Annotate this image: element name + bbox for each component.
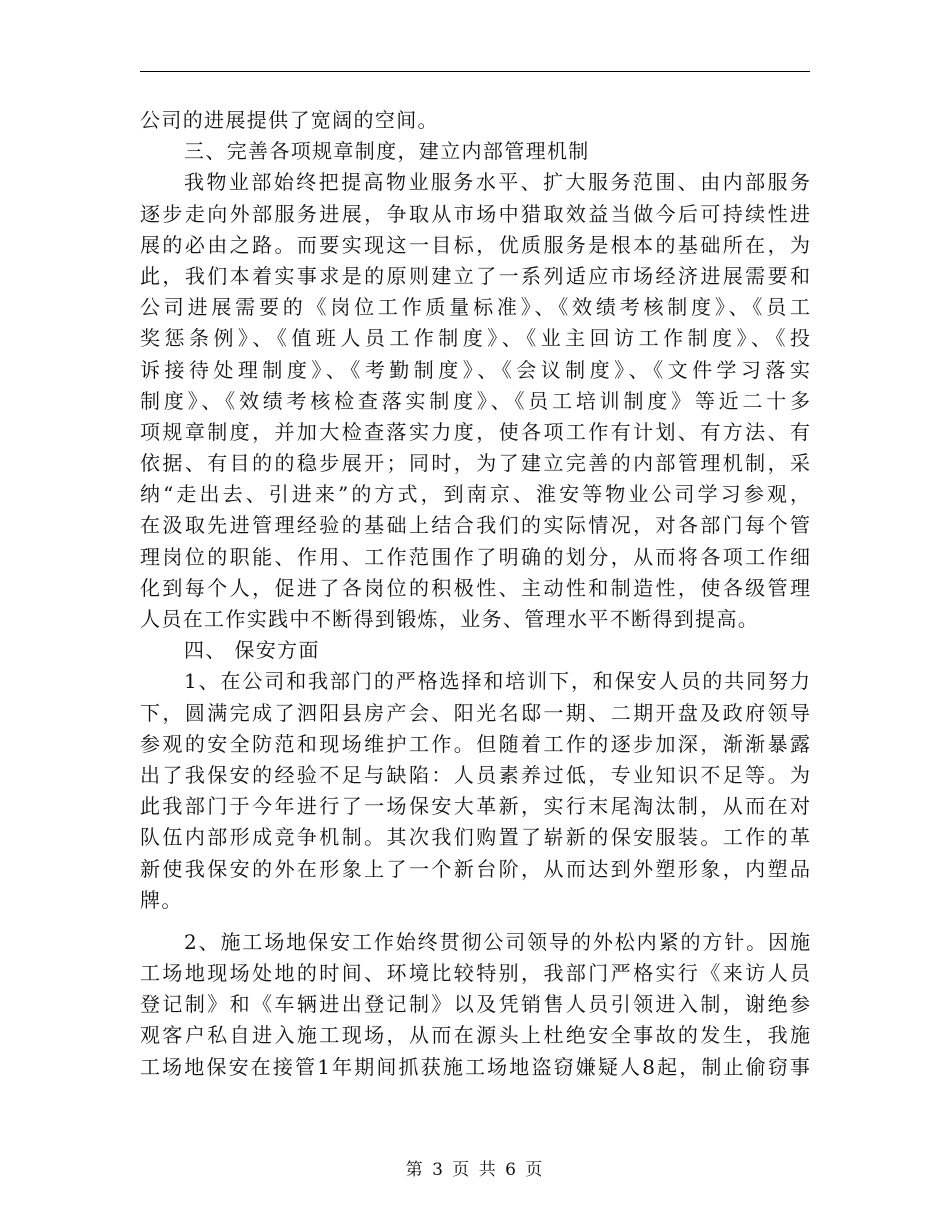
text-line: 1、在公司和我部门的严格选择和培训下，和保安人员的共同努力 (184, 669, 810, 694)
text-line: 诉接待处理制度》、《考勤制度》、《会议制度》、《文件学习落实 (140, 357, 810, 382)
text-line: 观客户私自进入施工现场，从而在源头上杜绝安全事故的发生，我施 (140, 1023, 810, 1048)
text-line: 纳“走出去、引进来”的方式，到南京、淮安等物业公司学习参观， (140, 482, 810, 507)
text-line: 参观的安全防范和现场维护工作。但随着工作的逐步加深，渐渐暴露 (140, 731, 810, 756)
text-line: 新使我保安的外在形象上了一个新台阶，从而达到外塑形象，内塑品 (140, 856, 810, 881)
text-line: 牌。 (140, 887, 183, 912)
header-rule (140, 71, 810, 72)
text-line: 工场地保安在接管1年期间抓获施工场地盗窃嫌疑人8起，制止偷窃事 (140, 1054, 810, 1079)
text-line: 此，我们本着实事求是的原则建立了一系列适应市场经济进展需要和 (140, 263, 810, 288)
text-line: 登记制》和《车辆进出登记制》以及凭销售人员引领进入制，谢绝参 (140, 992, 810, 1017)
section-heading: 三、完善各项规章制度，建立内部管理机制 (184, 139, 590, 164)
text-line: 公司进展需要的《岗位工作质量标准》、《效绩考核制度》、《员工 (140, 295, 810, 320)
text-line: 人员在工作实践中不断得到锻炼，业务、管理水平不断得到提高。 (140, 607, 760, 631)
text-line: 奖惩条例》、《值班人员工作制度》、《业主回访工作制度》、《投 (140, 326, 810, 351)
text-line: 理岗位的职能、作用、工作范围作了明确的划分，从而将各项工作细 (140, 544, 810, 569)
text-line: 2、施工场地保安工作始终贯彻公司领导的外松内紧的方针。因施 (184, 929, 810, 954)
document-body (140, 105, 810, 1083)
text-line: 下，圆满完成了泗阳县房产会、阳光名邸一期、二期开盘及政府领导 (140, 700, 810, 725)
text-line: 我物业部始终把提高物业服务水平、扩大服务范围、由内部服务 (184, 170, 810, 195)
text-line: 展的必由之路。而要实现这一目标，优质服务是根本的基础所在，为 (140, 232, 810, 257)
text-line: 逐步走向外部服务进展，争取从市场中猎取效益当做今后可持续性进 (140, 201, 810, 226)
text-line: 此我部门于今年进行了一场保安大革新，实行末尾淘汰制，从而在对 (140, 794, 810, 819)
page-number-footer: 第 3 页 共 6 页 (405, 1160, 545, 1180)
paragraph-gap (140, 916, 810, 927)
text-line: 制度》、《效绩考核检查落实制度》、《员工培训制度》等近二十多 (140, 388, 810, 413)
text-line: 工场地现场处地的时间、环境比较特别，我部门严格实行《来访人员 (140, 961, 810, 986)
text-line: 公司的进展提供了宽阔的空间。 (140, 108, 439, 132)
section-heading: 四、 保安方面 (184, 638, 320, 663)
text-line: 化到每个人，促进了各岗位的积极性、主动性和制造性，使各级管理 (140, 575, 810, 600)
text-line: 出了我保安的经验不足与缺陷：人员素养过低，专业知识不足等。为 (140, 762, 810, 787)
text-line: 队伍内部形成竞争机制。其次我们购置了崭新的保安服装。工作的革 (140, 825, 810, 850)
text-line: 项规章制度，并加大检查落实力度，使各项工作有计划、有方法、有 (140, 419, 810, 444)
text-line: 依据、有目的的稳步展开；同时，为了建立完善的内部管理机制，采 (140, 451, 810, 476)
text-line: 在汲取先进管理经验的基础上结合我们的实际情况，对各部门每个管 (140, 513, 810, 538)
